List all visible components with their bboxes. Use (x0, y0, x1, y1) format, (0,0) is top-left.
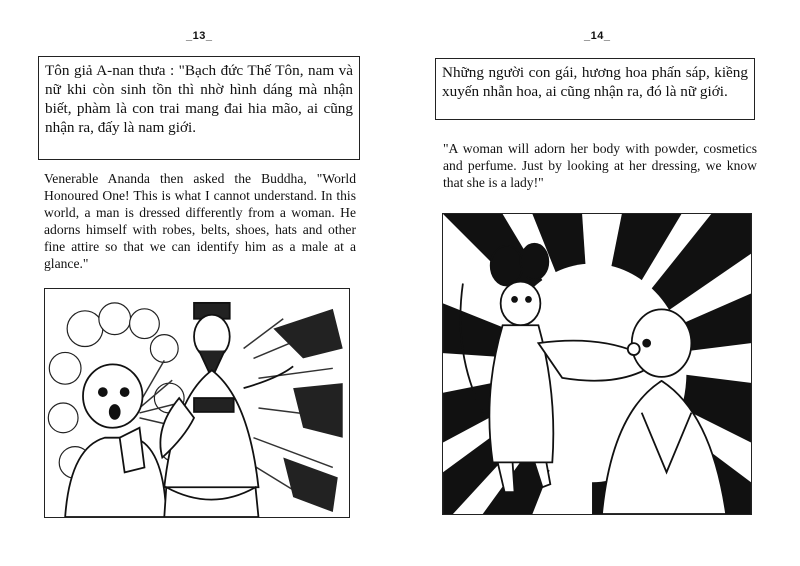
english-caption: Venerable Ananda then asked the Buddha, "World Honoured One! This is what I cannot understand. In this world, a man is dressed differently from a woman. He adorns himself with robes, belts, shoes, hats and other fine attire so that we can identify him as a male at a glance." (44, 171, 356, 271)
page-number: _13_ (186, 30, 213, 42)
english-caption-right: "A woman will adorn her body with powder, cosmetics and perfume. Just by looking at her dressing, we know that she is a lady!" (443, 141, 757, 190)
comic-panel-monk-and-official (44, 288, 350, 518)
comic-panel-lady-and-monk (442, 213, 752, 515)
illustration-monk-and-official (45, 289, 349, 517)
vietnamese-caption-box: Tôn giả A-nan thưa : "Bạch đức Thế Tôn, nam và nữ khi còn sinh tồn thì nhờ hình dáng mà nhận biết, phàm là con trai mang đai hia mão, ai cũng nhận ra, đấy là nam giới. (38, 56, 360, 160)
illustration-lady-and-monk (443, 214, 751, 514)
page-number: _14_ (584, 30, 611, 42)
vietnamese-caption-box-right: Những người con gái, hương hoa phấn sáp, kiềng xuyến nhẫn hoa, ai cũng nhận ra, đó là nữ giới. (435, 58, 755, 120)
